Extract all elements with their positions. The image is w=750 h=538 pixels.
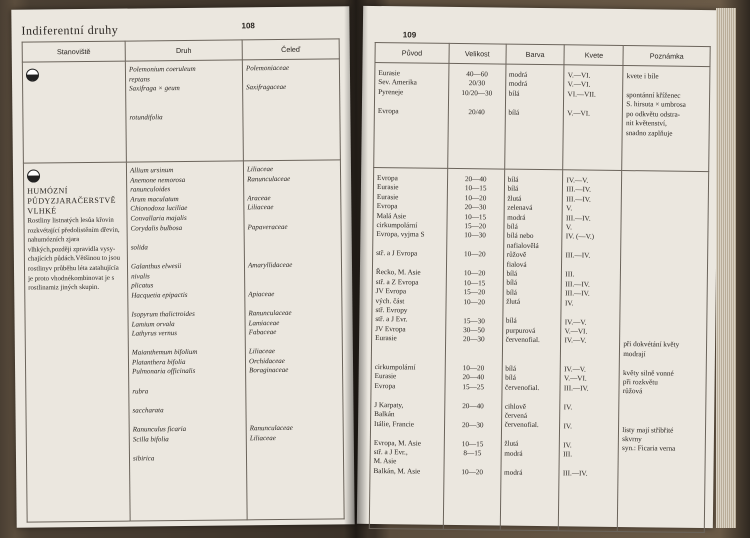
table-line: 8—15 [463,449,482,458]
table-line: nafialovělá [506,241,539,250]
blank-line [567,100,619,110]
table-line: Galanthus elwesii [130,261,182,271]
table-line: skvrny [622,434,642,444]
table-line: kombinovat je s rostlinami [28,274,115,292]
table-line: Platanthera bifolia [131,357,186,367]
col-header: Kvete [564,45,623,66]
table-line: V.—VI. [564,327,588,336]
table-line: IV. [563,422,572,431]
table-line: Evropa [377,174,398,183]
page-number: 108 [241,21,255,31]
table-line: IV.—V. [566,176,589,185]
table-line: stř. a J Evr. [375,315,408,324]
table-line: 20/30 [468,79,486,88]
blank-line [506,307,558,317]
table-line: III.—IV. [565,213,591,223]
table-line: rotundifolia [129,113,163,122]
table-line: Anemone nemorosa [130,175,186,185]
table-line: Araceae [247,193,271,203]
blank-line [447,459,497,469]
table-line: IV. [563,403,573,412]
table-line: růžově [506,250,527,260]
table-line: 10—15 [464,212,487,221]
size-cell [443,168,504,530]
table-line: Eurasie [378,69,400,78]
table-line: červenofial. [505,335,540,345]
blank-line [564,346,616,356]
table-line: Orchidaceae [248,356,285,366]
table-line: bílá [508,89,520,98]
table-line: 10—20 [463,269,486,278]
table-line: Amaryllidaceae [247,260,293,270]
table-line: VI.—VII. [567,90,596,99]
table-line: Evropa, M. Asie [373,438,422,448]
color-cell [500,169,563,531]
origin-cell [374,62,449,168]
blank-line [505,345,557,355]
table-line: stř. a J Evropa [376,249,418,258]
table-line: ZJARA [50,196,78,206]
table-line: Allium ursinum [129,166,174,175]
blank-line [563,432,615,442]
table-line: 10—20 [463,297,486,307]
table-line: IV.—V. [564,365,586,374]
table-line: Convallaria majalis [130,213,187,223]
table-line: Saxifraga × geum [129,84,180,93]
col-header: Velikost [449,43,506,64]
table-line: Fabaceae [248,328,277,337]
table-line: plicatus [131,281,154,290]
color-cell [504,64,564,170]
bloom-cell [559,170,622,532]
table-line: 20—30 [462,335,485,344]
table-line: Lamium orvala [131,319,175,329]
table-line: Arum maculatum [130,194,179,204]
table-line: Eurasie [376,192,399,202]
blank-line [450,241,500,251]
table-line: vých. část [375,296,405,306]
table-line: Liliaceae [248,347,275,356]
habitat-cell [22,61,126,163]
table-line: modrá [504,449,523,458]
table-line: červenofial. [504,420,539,430]
table-line: Ranunculaceae [248,308,292,318]
species-table-left [22,38,345,522]
species-table-right [369,42,711,533]
table-line: snadno zaplňuje [625,128,673,138]
blank-line [565,261,617,271]
table-line: purpurová [505,326,536,335]
table-line: 20—40 [462,373,485,382]
blank-line [450,260,500,270]
table-line: 40—60 [466,70,488,79]
blank-line [449,307,499,317]
table-line: bílá [508,108,520,117]
table-line: Balkán, M. Asie [373,466,421,476]
blank-line [449,345,499,355]
table-line: 10—20 [464,250,486,259]
table-line: V.—VI. [564,374,587,384]
table-line: bílá [507,175,519,184]
table-line: cihlově [504,402,527,411]
table-line: červená [504,411,528,420]
table-line: bílá [505,316,517,326]
table-line: Evropa [377,106,399,116]
table-line: saccharata [132,406,164,415]
blank-line [564,356,616,366]
table-line: 10—15 [463,278,486,288]
table-line: Itálie, Francie [374,419,415,428]
table-line: Pyreneje [378,87,404,97]
table-line: III.—IV. [562,469,588,478]
table-line: JV Evropa [375,287,407,296]
col-header: Druh [125,40,242,61]
table-section [23,160,344,522]
table-line: bílá [507,185,519,194]
table-line: sibirica [132,454,155,463]
table-line: S. hirsuta × umbrosa [626,100,686,110]
species-cell [125,60,243,162]
table-line: IV. [563,441,572,450]
bloom-cell [563,65,623,171]
table-line: V.—VI. [567,71,591,80]
table-line: Sev. Amerika [378,78,417,87]
table-line: Lathyrus vernus [131,329,178,338]
table-line: JV Evropa [375,324,406,334]
table-line: stř. a Z Evropa [375,277,419,287]
blank-line [448,411,498,421]
right-page [357,6,719,528]
table-line: bílá [506,288,518,297]
table-line: Pulmonaria officinalis [132,367,196,377]
table-line: IV. (—V.) [565,232,595,242]
blank-line [508,99,560,109]
table-line: modrá [508,70,528,79]
table-line: 10—15 [464,184,487,193]
species-cell [126,161,247,521]
table-line: v průběhu léta zatahující [48,264,116,273]
table-line: 30—50 [463,326,485,335]
table-line: Polemoniaceae [245,63,290,73]
blank-line [449,354,499,364]
table-line: V.—VI. [567,109,590,118]
origin-cell [369,167,447,529]
col-header: Původ [375,42,449,63]
habitat-cell [23,162,130,522]
table-line: 20—30 [461,420,484,430]
table-line: III.—IV. [566,185,592,195]
table-line: olistěním dřevin, na [27,226,120,244]
table-line: bílá [506,269,518,278]
table-line: Liliaceae [246,165,274,174]
page-header: Indiferentní druhy [21,22,119,38]
table-line: III. [565,270,575,279]
table-line: Eurasie [376,183,399,192]
table-line: rubra [132,387,149,396]
family-cell [243,160,344,520]
page-number: 109 [402,30,417,40]
table-line: bílá [506,279,518,288]
table-line: žlutá [504,439,519,449]
table-line: růžová [622,387,643,396]
table-line: fialová [506,260,527,269]
table-line: IV.—V. [564,336,587,346]
table-line: zelenavá [507,203,533,213]
table-line: při rozkvětu [622,377,658,387]
blank-line [452,98,502,108]
table-line: červenofial. [505,383,540,392]
table-line: 10/20—30 [461,88,493,98]
table-line: 20—40 [464,175,487,184]
table-line: žlutá [506,297,521,307]
table-line: z jiných skupin. [55,284,100,292]
table-line: Boraginaceae [249,366,289,375]
table-line: Evropa [376,202,398,211]
table-line: kvete i bíle [626,72,659,81]
table-line: Polemonium coeruleum [128,64,196,74]
table-line: V.—VI. [567,80,591,90]
table-line: III.—IV. [563,384,589,393]
page-edges [716,8,736,528]
table-line: 10—30 [464,231,486,240]
table-line: humózních zjara vlhkých, [27,236,80,254]
table-line: ranunculoides [130,185,171,194]
blank-line [448,430,498,440]
table-line: III. [563,450,573,459]
table-line: 20/40 [468,107,485,117]
family-cell [242,59,340,161]
table-line: 20—40 [462,401,484,411]
table-section [369,167,708,532]
table-line: cirkumpolární [374,362,416,372]
table-line: a křovin rozkvétající před [27,216,114,235]
table-line: Chionodoxa luciliae [130,204,188,213]
table-line: 15—20 [464,222,487,231]
table-line: Scilla bifolia [132,434,169,444]
table-line: Evropa, vyjma S [376,230,425,240]
table-line: 10—20 [464,193,487,203]
table-line: a je proto vhodné [28,264,119,283]
table-line: 10—20 [461,468,484,477]
table-line: Balkán [374,410,395,419]
table-line: 15—20 [463,288,486,297]
col-header: Čeleď [242,39,339,60]
col-header: Stanoviště [22,41,125,62]
table-line: 20—30 [464,203,487,212]
table-line: III.—IV. [565,280,590,289]
table-line: Corydalis bulbosa [130,223,183,233]
table-line: nivalis [131,271,150,281]
table-line: listy mají stříbřité [622,425,674,435]
table-line: III.—IV. [565,289,590,298]
table-line: cirkumpolární [376,221,418,230]
table-line: bílá [505,364,517,373]
table-line: Liliaceae [249,433,276,442]
table-line: nit květenství, [625,119,667,128]
table-line: Eurasie [375,334,397,343]
table-line: modrá [508,80,528,89]
table-line: HUMÓZNÍ PŮDY [27,186,68,206]
table-line: Ranunculaceae [249,423,293,433]
table-line: modrá [504,468,523,477]
table-line: 10—20 [462,364,485,373]
half-shade-icon [26,68,39,81]
table-line: Evropa [374,381,396,390]
table-line: Malá Asie [376,211,407,221]
table-line: 15—30 [463,316,485,326]
table-line: žlutá [507,194,522,203]
table-line: III.—IV. [565,251,591,261]
table-line: stř. a J Evr., [373,447,408,457]
table-line: Apiaceae [248,289,275,299]
blank-line [504,459,556,469]
table-line: spontánní kříženec [626,91,681,100]
table-line: později zpravidla vysy- [51,245,116,254]
table-line: Ranunculus ficaria [132,425,187,434]
col-header: Barva [506,44,565,65]
table-line: reptans [128,74,150,84]
table-line: Ranunculaceae [247,174,291,183]
table-line: Eurasie [374,372,397,381]
table-line: Saxifragaceae [246,83,287,92]
left-page [11,6,354,528]
table-line: stř. Evropy [375,306,408,315]
table-line: Isopyrum thalictroides [131,309,195,319]
blank-line [505,355,557,365]
table-line: syn.: Ficaria verna [622,444,676,454]
table-line: J Karpaty, [374,400,404,410]
table-line: M. Asie [373,457,397,466]
note-cell [622,66,710,172]
table-line: bílá [507,222,518,231]
table-line: Papaveraceae [247,222,288,231]
table-line: V. [565,223,573,232]
table-line: IV. [564,298,574,308]
book-gutter [344,0,368,538]
table-section [22,59,340,163]
table-line: chajících půdách. [27,255,76,263]
table-line: modrají [623,349,646,358]
table-line: solida [130,243,148,252]
table-line: bílá [505,373,517,382]
table-line: květy silně vonné [622,368,674,378]
half-shade-icon [27,169,40,182]
table-line: modrá [507,213,526,222]
table-line: při dokvétání květy [623,340,680,349]
table-line: Většinou to jsou rostliny [27,255,121,273]
blank-line [565,308,617,318]
table-line: 15—25 [462,382,485,392]
table-line: po odkvětu odstra- [626,109,681,119]
blank-line [563,460,615,470]
table-section [374,62,710,171]
note-cell [618,171,709,533]
table-line: Řecko, M. Asie [375,268,421,278]
blank-line [448,392,498,402]
table-line: Rostliny listnatých lesů [27,216,92,225]
table-line: Hacquetia epipactis [131,290,188,300]
col-header: Poznámka [623,46,710,67]
blank-line [504,430,556,440]
table-line: IV.—V. [564,317,587,327]
table-line: Liliaceae [247,203,274,212]
table-line: 10—15 [461,439,484,449]
blank-line [566,242,618,252]
table-line: Lamiaceae [248,318,280,327]
table-line: Maianthemum bifolium [131,348,198,357]
table-line: bílá nebo [506,232,534,241]
table-line: ČERSTVĚ VLHKÉ [27,195,116,216]
table-line: V. [566,204,573,213]
table-line: III.—IV. [566,195,591,204]
size-cell [448,63,506,169]
